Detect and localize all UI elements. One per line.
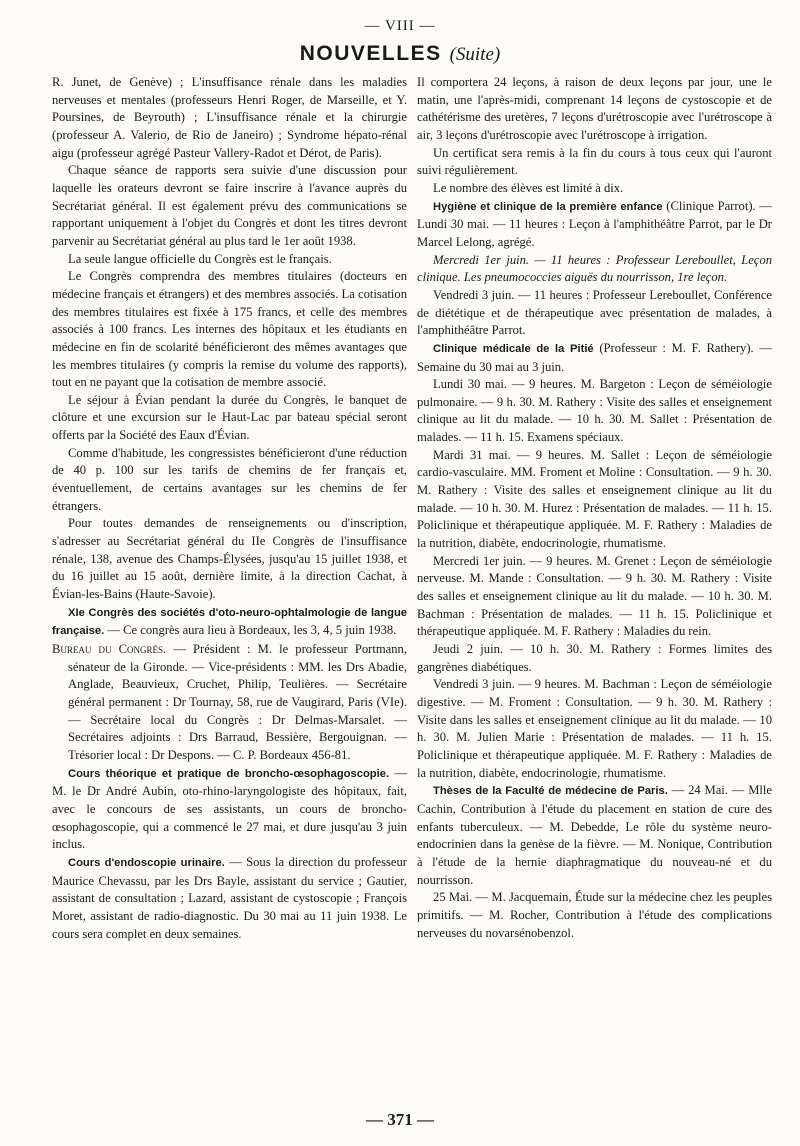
paragraph: Il comportera 24 leçons, à raison de deux leçons par jour, une le matin, une l'après-midi, comprenant 14 leçons de cystoscopie et de cathétérisme des uretères, 7 leçons d'urétroscopie avec l'urétroscope à air, 3 leçons d'urétroscopie avec l'urétroscope à irrigation.	[417, 75, 772, 142]
left-column	[52, 74, 407, 943]
paragraph: Mardi 31 mai. — 9 heures. M. Sallet : Leçon de séméiologie cardio-vasculaire. MM. Froment et Moline : Consultation. — 9 h. 30. M. Rathery : Visite des salles et enseignement clinique au lit du malade. — 10 h. 30. M. Hurez : Présentation de malades. — 11 h. 15. Policlinique et thérapeutique appliquée. M. F. Rathery : Maladies de la nutrition, diabète, endocrinologie, rhumatisme.	[417, 447, 772, 551]
paragraph: Le Congrès comprendra des membres titulaires (docteurs en médecine français et étrangers) et des membres associés. La cotisation des membres titulaires est fixée à 175 francs, et celle des membres associés à 100 francs. Les internes des hôpitaux et les étudiants en médecine en fin de scolarité bénéficieront des mêmes avantages que les membres titulaires (y compris la remise du volume des rapports), tout en ne payant que la cotisation de membre associé.	[52, 269, 407, 390]
paragraph: La seule langue officielle du Congrès est le français.	[68, 251, 332, 266]
paragraph: Pour toutes demandes de renseignements ou d'inscription, s'adresser au Secrétariat général du IIe Congrès de l'insuffisance rénale, 138, avenue des Champs-Élysées, jusqu'au 15 juillet 1938, et du 16 juillet au 15 août, dernière limite, à la direction Cachat, à Évian-les-Bains (Haute-Savoie).	[52, 516, 407, 602]
news-item	[52, 641, 407, 765]
paragraph: Mercredi 1er juin. — 11 heures : Professeur Lereboullet, Leçon clinique. Les pneumococcies aiguës du nourrisson, 1re leçon.	[417, 252, 772, 285]
section-title: Hygiène et clinique de la première enfance	[433, 200, 663, 213]
news-item	[417, 340, 772, 376]
paragraph: 25 Mai. — M. Jacquemain, Étude sur la médecine chez les peuples primitifs. — M. Rocher, Contribution à l'étude des complications nerveuses du novarsénobenzol.	[417, 890, 772, 940]
paragraph: Le séjour à Évian pendant la durée du Congrès, le banquet de clôture et une excursion sur le Haut-Lac par bateau spécial seront offerts par la Société des Eaux d'Évian.	[52, 392, 407, 443]
section-text: — Ce congrès aura lieu à Bordeaux, les 3, 4, 5 juin 1938.	[104, 623, 397, 638]
paragraph: Jeudi 2 juin. — 10 h. 30. M. Rathery : Formes limites des gangrènes diabétiques.	[417, 642, 772, 674]
paragraph: Vendredi 3 juin. — 11 heures : Professeur Lereboullet, Conférence de diététique et de thérapeutique avec présentation de malades, à l'amphithéâtre Parrot.	[417, 287, 772, 338]
paragraph: Un certificat sera remis à la fin du cours à tous ceux qui l'auront suivi régulièrement.	[417, 145, 772, 178]
paragraph: Chaque séance de rapports sera suivie d'une discussion pour laquelle les orateurs devront se faire inscrire à l'avance auprès du Secrétariat général. Il est également prévu des communications se rapportant uniquement à l'objet du Congrès et dont les titres devront parvenir au Secrétariat général au plus tard le 1er août 1938.	[52, 163, 407, 248]
paragraph: Comme d'habitude, les congressistes bénéficieront d'une réduction de 40 p. 100 sur les tarifs de chemins de fer français et, éventuellement, de certains avantages sur les chemins de fer étrangers.	[52, 445, 407, 513]
section-text: (Clinique Parrot). — Lundi 30 mai. — 11 heures : Leçon à l'amphithéâtre Parrot, par le Dr Marcel Lelong, agrégé.	[417, 198, 772, 249]
right-column	[417, 74, 772, 942]
paragraph: R. Junet, de Genève) ; L'insuffisance rénale dans les maladies nerveuses et mentales (professeurs Henri Roger, de Marseille, et Y. Poursines, de Beyrouth) ; L'insuffisance rénale et la chirurgie (professeur A. Valerio, de Rio de Janeiro) ; Syndrome hépato-rénal aigu (professeur agrégé Pasteur Vallery-Radot et Dérot, de Paris).	[52, 75, 407, 160]
news-item	[417, 198, 772, 252]
news-item	[417, 782, 772, 889]
section-text: — 24 Mai. — Mlle Cachin, Contribution à l'étude du placement en station de cure des enfants tuberculeux. — M. Debedde, Le rôle du système neuro-endocrinien dans la genèse de la fièvre. — M. Nonique, Contribution à l'étude de la hernie diaphragmatique du nouveau-né et du nourrisson.	[417, 783, 772, 887]
bureau-text: — Président : M. le professeur Portmann, sénateur de la Gironde. — Vice-présidents : MM. les Drs Abadie, Anglade, Beauvieux, Cruchet, Philip, Teulières. — Secrétaire général permanent : Dr Tournay, 58, rue de Vaugirard, Paris (VIe). — Secrétaire local du Congrès : Dr Delmas-Marsalet. — Secrétaires adjoints : Drs Barraud, Bessière, Bergouignan. — Trésorier local : Dr Despons. — C. P. Bordeaux 456-81.	[68, 642, 407, 762]
section-text: (Professeur : M. F. Rathery). — Semaine du 30 mai au 3 juin.	[417, 340, 772, 374]
bureau-label: Bureau du Congrès.	[52, 642, 167, 656]
page-title-suite: (Suite)	[449, 44, 501, 65]
page-heading	[0, 42, 800, 66]
news-item	[52, 854, 407, 943]
section-title: Clinique médicale de la Pitié	[433, 342, 594, 355]
news-item	[52, 604, 407, 641]
section-title: Thèses de la Faculté de médecine de Paris.	[433, 785, 668, 798]
paragraph: Vendredi 3 juin. — 9 heures. M. Bachman : Leçon de séméiologie digestive. — M. Froment : Consultation. — 9 h. 30. M. Rathery : Visite dans les salles et enseignement clinique au lit du malade. — 10 h. 30. M. Julien Marie : Présentation de malades. — 11 h. 15. Policlinique et thérapeutique appliquée. M. F. Rathery : Maladies de la nutrition, diabète, endocrinologie, rhumatisme.	[417, 677, 772, 780]
paragraph: Lundi 30 mai. — 9 heures. M. Bargeton : Leçon de séméiologie pulmonaire. — 9 h. 30. M. Rathery : Visite des salles et enseignement clinique au lit du malade. — 10 h. 30. M. Sallet : Présentation de malades. — 11 h. 15. Examens spéciaux.	[417, 377, 772, 445]
section-text: — Sous la direction du professeur Maurice Chevassu, par les Drs Bayle, assistant du service ; Gautier, assistant de consultation ; Lazard, assistant de cystoscopie ; François Moret, assistant de radio-diagnostic. Du 30 mai au 11 juin 1938. Le cours sera complet en deux semaines.	[52, 854, 408, 941]
page-number: — 371 —	[366, 1110, 434, 1129]
paragraph: Mercredi 1er juin. — 9 heures. M. Grenet : Leçon de séméiologie nerveuse. M. Mande : Consultation. — 9 h. 30. M. Rathery : Visite des salles et enseignement clinique au lit du malade. — 10 h. 30. M. Bachman : Présentation de malades. — 11 h. 15. Policlinique et thérapeutique appliquée. M. F. Rathery : Maladies du rein.	[417, 553, 772, 639]
news-item	[52, 765, 407, 854]
section-text: — M. le Dr André Aubin, oto-rhino-laryngologiste des hôpitaux, fait, avec le concours de ses assistants, un cours de broncho-œsophagoscopie, qui a commencé le 27 mai, et dure jusqu'au 3 juin inclus.	[52, 765, 407, 852]
paragraph: Le nombre des élèves est limité à dix.	[433, 180, 624, 195]
page-roman-numeral: — VIII —	[364, 18, 436, 34]
page-title: NOUVELLES	[299, 42, 442, 65]
section-title: XIe Congrès des sociétés d'oto-neuro-ophtalmologie de langue française.	[52, 606, 407, 638]
section-title: Cours d'endoscopie urinaire.	[68, 856, 225, 869]
section-title: Cours théorique et pratique de broncho-œsophagoscopie.	[68, 767, 390, 780]
